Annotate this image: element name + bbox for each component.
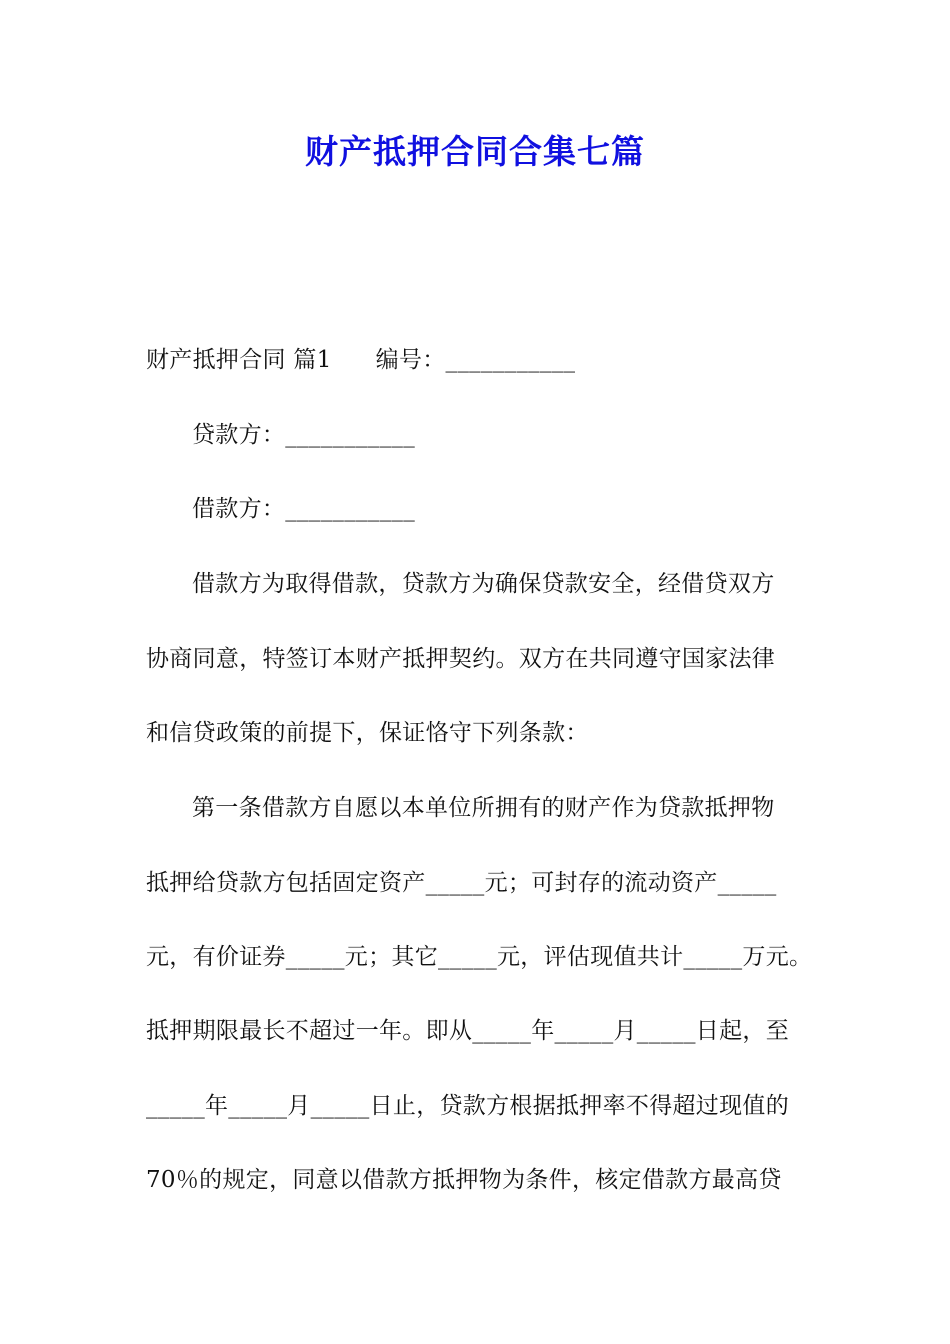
paragraph-line: _____年_____月_____日止，贷款方根据抵押率不得超过现值的: [146, 1093, 789, 1119]
borrower-line: 借款方：___________: [192, 496, 415, 522]
paragraph-line: 借款方为取得借款，贷款方为确保贷款安全，经借贷双方: [192, 571, 775, 597]
paragraph-line: 70％的规定，同意以借款方抵押物为条件，核定借款方最高贷: [146, 1167, 782, 1193]
contract-number: 编号：___________: [375, 347, 576, 373]
paragraph-line: 协商同意，特签订本财产抵押契约。双方在共同遵守国家法律: [146, 646, 776, 672]
paragraph-line: 元，有价证券_____元；其它_____元，评估现值共计_____万元。: [146, 944, 813, 970]
paragraph-line: 第一条借款方自愿以本单位所拥有的财产作为贷款抵押物: [192, 795, 775, 821]
document-title: 财产抵押合同合集七篇: [305, 132, 645, 171]
contract-heading: 财产抵押合同 篇1: [146, 347, 332, 373]
paragraph-line: 抵押给贷款方包括固定资产_____元；可封存的流动资产_____: [146, 870, 777, 896]
contract-heading-line: [146, 343, 575, 377]
lender-line: 贷款方：___________: [192, 422, 415, 448]
paragraph-line: 和信贷政策的前提下，保证恪守下列条款：: [146, 720, 589, 746]
paragraph-line: 抵押期限最长不超过一年。即从_____年_____月_____日起，至: [146, 1018, 789, 1044]
